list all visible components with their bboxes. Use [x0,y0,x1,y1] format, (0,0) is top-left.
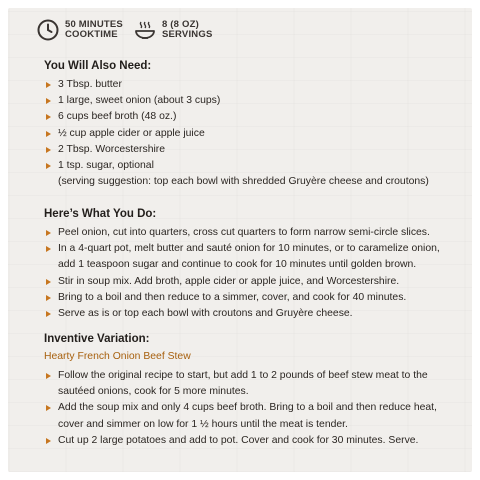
ingredient-item [46,77,429,93]
bullet-icon [46,98,51,104]
clock-icon [36,18,60,42]
bullet-icon [46,131,51,137]
ingredient-item [46,93,429,109]
bullet-icon [46,230,51,236]
variation-text-continued: cover and simmer on low for 1 ½ hours until the meat is tender. [58,418,348,430]
variation-step [46,400,437,432]
bullet-icon [46,114,51,120]
ingredient-item [46,126,429,142]
variation-step [46,433,437,449]
servings-label: SERVINGS [161,29,213,40]
direction-text: Peel onion, cut into quarters, cross cut quarters to form narrow semi-circle slices. [58,227,430,238]
variation-text: Follow the original recipe to start, but add 1 to 2 pounds of beef stew meat to the [58,370,428,381]
bullet-icon [46,373,51,379]
cooktime-info [36,18,123,42]
ingredient-text: 2 Tbsp. Worcestershire [58,143,166,155]
bullet-icon [46,163,51,169]
directions-list [46,225,440,322]
ingredients-heading: You Will Also Need: [44,60,152,72]
cooktime-value: 50 MINUTES [65,19,123,30]
variation-list [46,368,437,449]
ingredient-item [46,158,429,190]
directions-heading: Here’s What You Do: [44,208,157,220]
direction-text-continued: add 1 teaspoon sugar and continue to cook for 10 minutes until golden brown. [58,259,417,271]
bullet-icon [46,279,51,285]
direction-text: Serve as is or top each bowl with croutons and Gruyère cheese. [58,308,353,320]
bullet-icon [46,82,51,88]
servings-text [162,20,213,40]
bullet-icon [46,438,51,444]
ingredient-text: 6 cups beef broth (48 oz.) [58,111,177,123]
ingredient-item [46,109,429,125]
direction-step [46,290,440,306]
bullet-icon [46,147,51,153]
bullet-icon [46,405,51,411]
ingredient-text: ½ cup apple cider or apple juice [58,127,205,139]
variation-subheading: Hearty French Onion Beef Stew [44,351,191,362]
direction-step [46,274,440,290]
variation-text-continued: sautéed onions, cook for 5 more minutes. [58,386,249,398]
servings-info [133,18,213,42]
variation-heading: Inventive Variation: [44,333,150,345]
ingredient-text: 1 large, sweet onion (about 3 cups) [58,95,221,107]
variation-text: Add the soup mix and only 4 cups beef broth. Bring to a boil and then reduce heat, [58,402,437,414]
direction-text: Stir in soup mix. Add broth, apple cider or apple juice, and Worcestershire. [58,275,400,287]
direction-text: Bring to a boil and then reduce to a simmer, cover, and cook for 40 minutes. [58,291,407,303]
cooktime-label: COOKTIME [65,29,118,40]
ingredient-item [46,142,429,158]
bullet-icon [46,295,51,301]
variation-step [46,368,437,400]
servings-value: 8 (8 OZ) [161,19,199,30]
bullet-icon [46,311,51,317]
ingredient-text: 1 tsp. sugar, optional [58,160,154,172]
ingredient-text: 3 Tbsp. butter [58,79,122,90]
ingredients-list [46,77,429,190]
cooktime-text [65,20,123,40]
serving-suggestion: (serving suggestion: top each bowl with shredded Gruyère cheese and croutons) [58,176,429,188]
bullet-icon [46,246,51,252]
direction-text: In a 4-quart pot, melt butter and sauté onion for 10 minutes, or to caramelize onion, [58,243,440,255]
recipe-meta [36,18,213,42]
variation-text: Cut up 2 large potatoes and add to pot. Cover and cook for 30 minutes. Serve. [58,434,419,446]
direction-step [46,225,440,241]
soup-bowl-icon [133,18,157,42]
direction-step [46,306,440,322]
direction-step [46,241,440,273]
recipe-card [8,8,472,472]
